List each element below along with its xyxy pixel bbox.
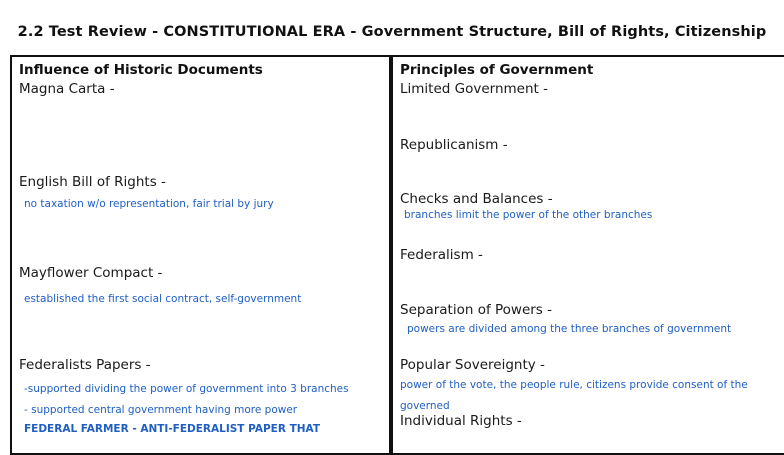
mayflower-note: established the first social contract, self-government <box>24 293 302 305</box>
limited-government-label: Limited Government - <box>400 81 548 97</box>
checks-balances-label: Checks and Balances - <box>400 191 553 207</box>
checks-balances-note: branches limit the power of the other branches <box>404 209 653 221</box>
left-column-heading: Influence of Historic Documents <box>19 62 263 78</box>
individual-rights-label: Individual Rights - <box>400 413 522 429</box>
republicanism-label: Republicanism - <box>400 137 508 153</box>
english-bill-note: no taxation w/o representation, fair trial by jury <box>24 198 274 210</box>
separation-powers-note: powers are divided among the three branches of government <box>407 323 732 335</box>
separation-powers-label: Separation of Powers - <box>400 302 553 318</box>
column-divider <box>389 55 393 455</box>
page-title: 2.2 Test Review - CONSTITUTIONAL ERA - Government Structure, Bill of Rights, Citizenship <box>17 24 767 40</box>
mayflower-label: Mayflower Compact - <box>19 265 163 281</box>
federalists-note-1: -supported dividing the power of government into 3 branches <box>24 383 349 395</box>
review-table-frame <box>10 55 784 455</box>
popular-sovereignty-note-1: power of the vote, the people rule, citizens provide consent of the <box>400 379 748 391</box>
popular-sovereignty-note-2: governed <box>400 400 450 412</box>
english-bill-label: English Bill of Rights - <box>19 174 166 190</box>
federalism-label: Federalism - <box>400 247 483 263</box>
right-column-heading: Principles of Government <box>400 62 594 78</box>
magna-carta-label: Magna Carta - <box>19 81 115 97</box>
federalists-note-3: FEDERAL FARMER - ANTI-FEDERALIST PAPER THAT <box>24 423 320 435</box>
popular-sovereignty-label: Popular Sovereignty - <box>400 357 545 373</box>
federalists-note-2: - supported central government having more power <box>24 404 298 416</box>
federalists-label: Federalists Papers - <box>19 357 151 373</box>
